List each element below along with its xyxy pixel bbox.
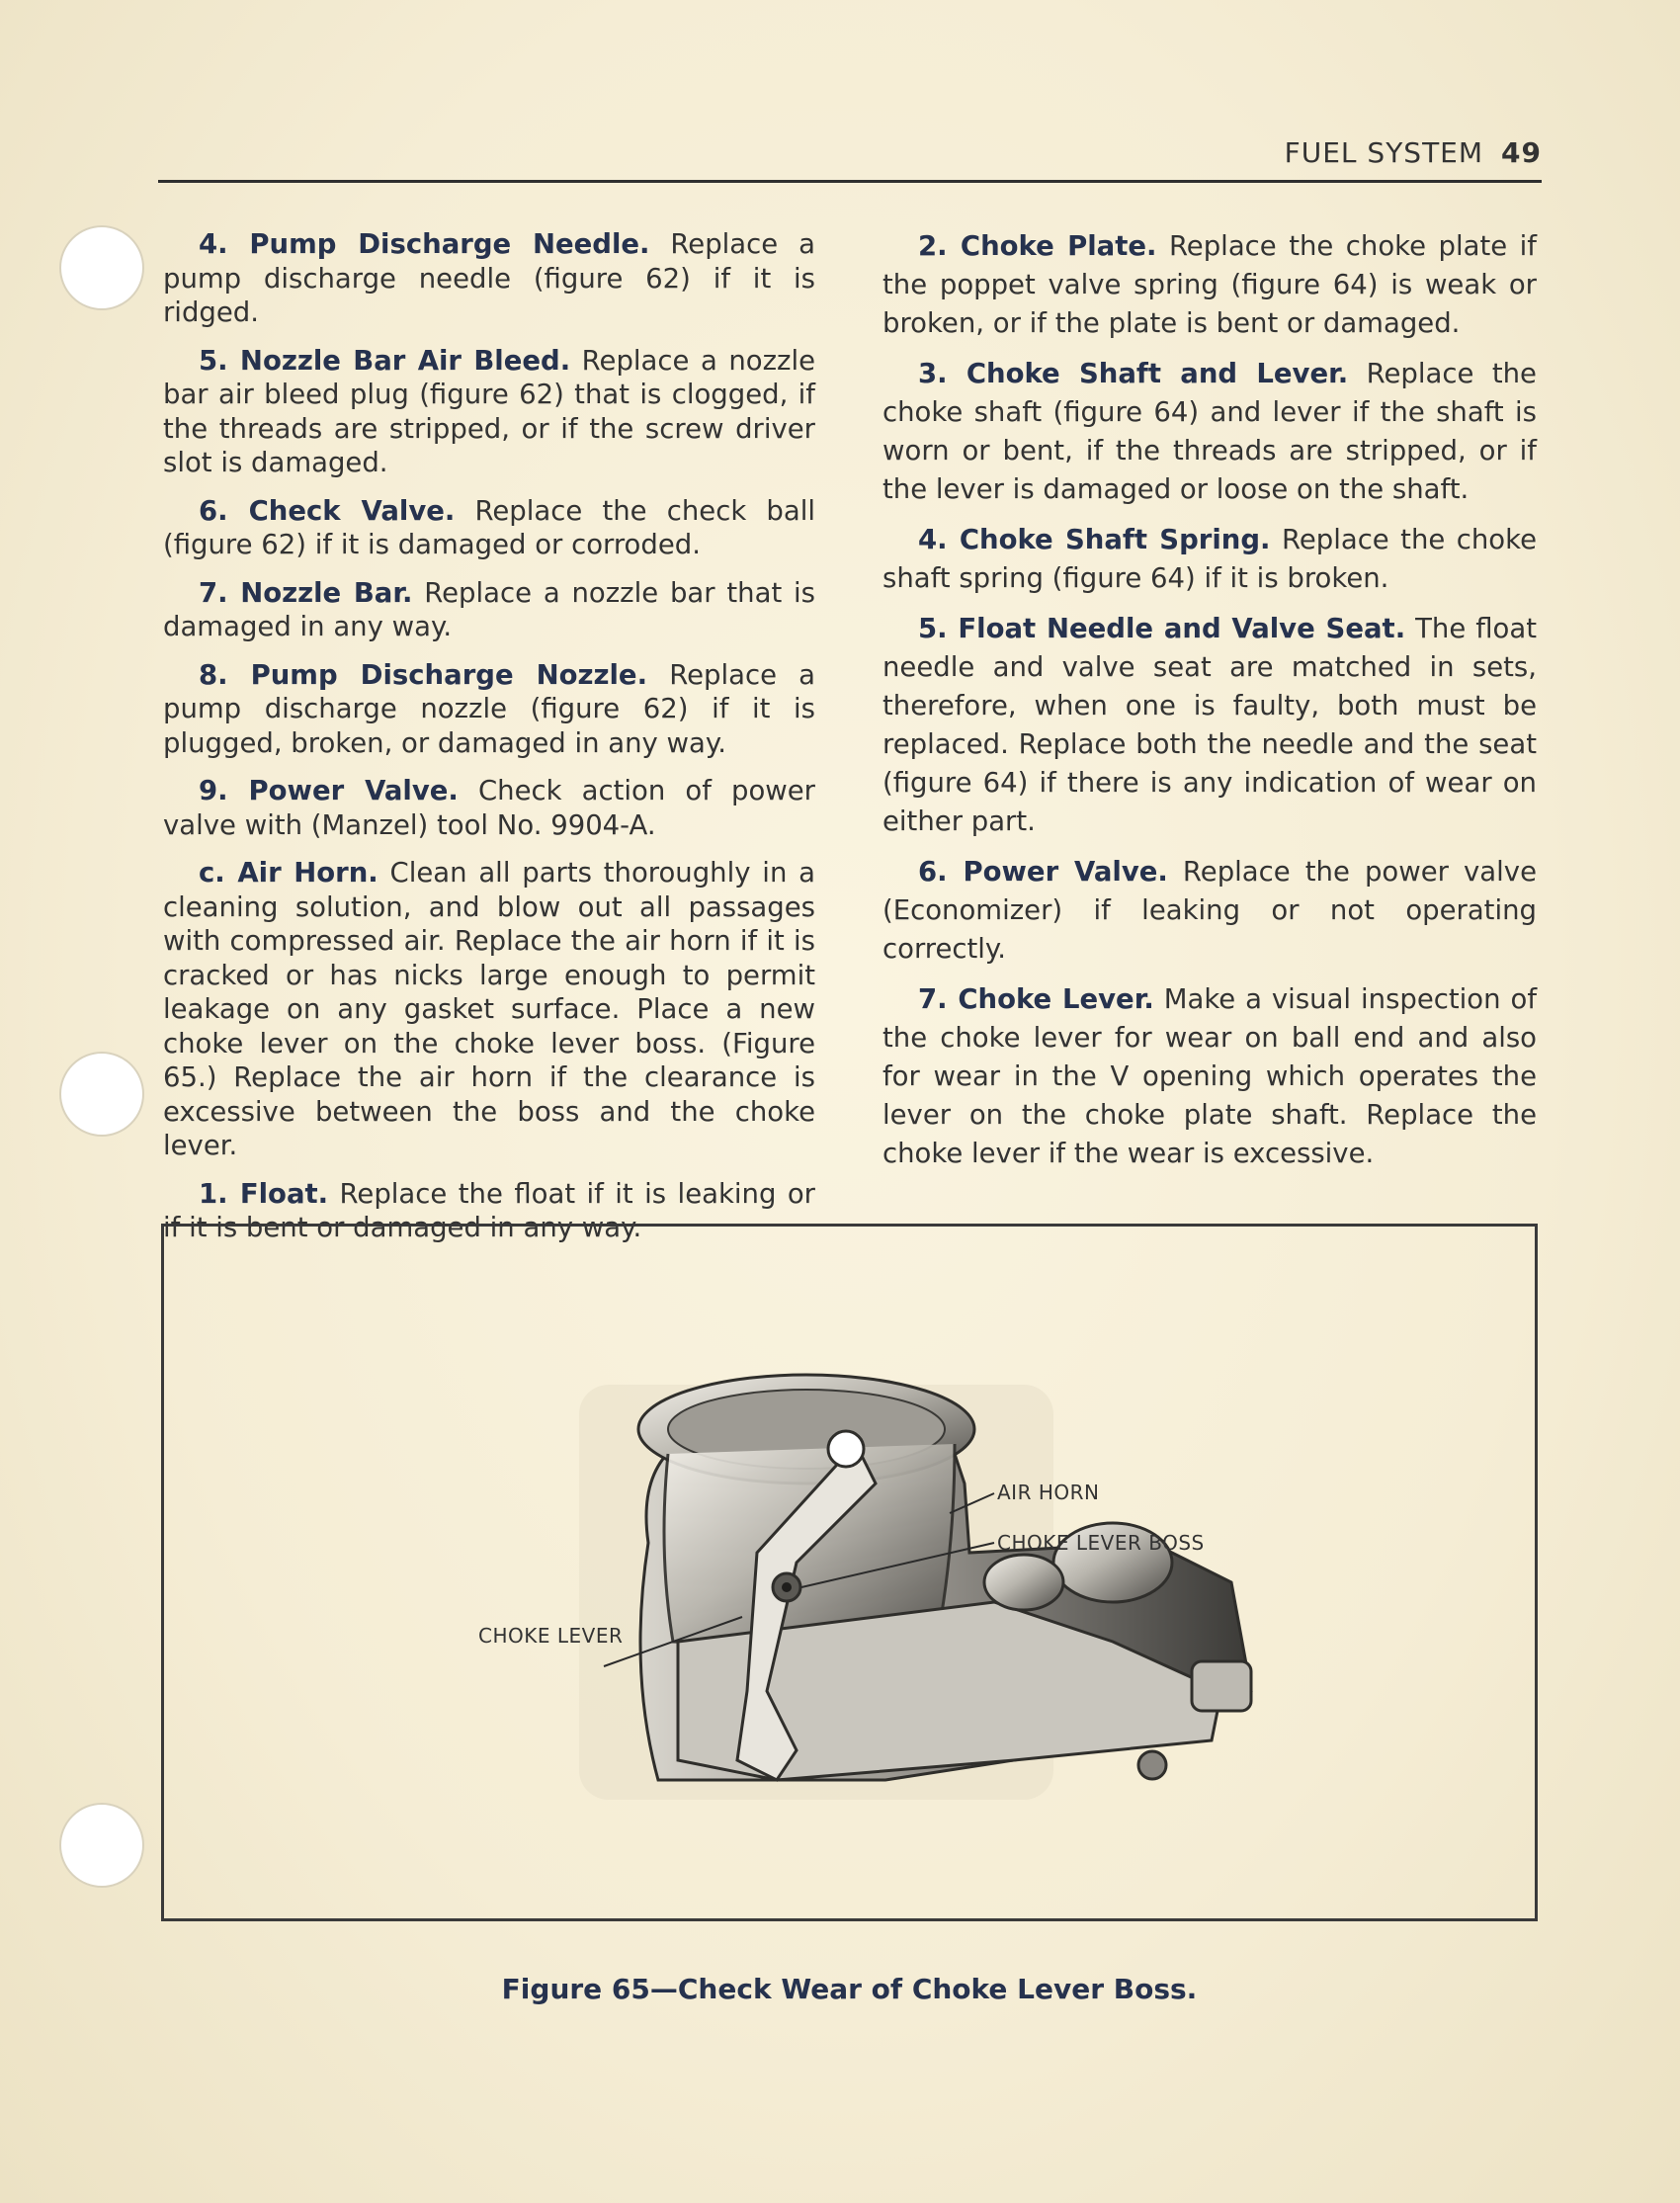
callout-choke-lever-boss: CHOKE LEVER BOSS [997,1531,1205,1555]
paragraph [163,774,815,842]
paragraph-text: Replace a nozzle bar that is damaged in any way. [163,576,815,642]
paragraph [163,856,815,1163]
paragraph-text: Replace a nozzle bar air bleed plug (figure 62) that is clogged, if the threads are stripped, or if the screw driver slot is damaged. [163,344,815,478]
paragraph [882,853,1537,969]
paragraph-heading: 7. Nozzle Bar. [199,576,413,609]
paragraph-text: Replace the power valve (Economizer) if leaking or not operating correctly. [882,856,1537,965]
paragraph-heading: 3. Choke Shaft and Lever. [918,358,1349,389]
paragraph-text: Check action of power valve with (Manzel) tool No. 9904-A. [163,775,815,841]
binder-hole-bottom [59,1803,144,1888]
paragraph [163,227,815,330]
paragraph-heading: 4. Pump Discharge Needle. [199,228,650,260]
paragraph-heading: 2. Choke Plate. [918,230,1157,262]
figure-caption: Figure 65—Check Wear of Choke Lever Boss. [501,1973,1198,2005]
paragraph-text: The float needle and valve seat are matched in sets, therefore, when one is faulty, both must be replaced. Replace both the needle and the seat (figure 64) if there is any indication of wear on either part. [882,613,1537,837]
paragraph-text: Make a visual inspection of the choke lever for wear on ball end and also for wear in the V opening which operates the lever on the choke plate shaft. Replace the choke lever if the wear is excessive. [882,983,1537,1169]
paragraph [882,521,1537,598]
paragraph-text: Replace a pump discharge nozzle (figure 62) if it is plugged, broken, or damaged in any way. [163,658,816,759]
figure-65-box [161,1224,1538,1921]
right-column [882,227,1537,1185]
callout-air-horn: AIR HORN [997,1481,1100,1504]
carburetor-illustration [164,1227,1535,1918]
paragraph [882,610,1537,841]
paragraph-text: Replace the float if it is leaking or if it is bent or damaged in any way. [163,1177,815,1243]
binder-hole-top [59,225,144,310]
paragraph [882,227,1537,343]
paragraph [882,980,1537,1173]
paragraph-heading: 6. Check Valve. [199,494,456,527]
paragraph [163,658,815,761]
paragraph-text: Clean all parts thoroughly in a cleaning solution, and blow out all passages with compressed air. Replace the air horn if it is cracked or has nicks large enough to permit leakage on any gasket surface. Place a new choke lever on the choke lever boss. (Figure 65.) Replace the air horn if the clearance is excessive between the boss and the choke lever. [163,857,815,1161]
paragraph [882,355,1537,509]
paragraph-heading: 8. Pump Discharge Nozzle. [199,658,648,691]
paragraph-text: Replace the check ball (figure 62) if it is damaged or corroded. [163,494,815,560]
paragraph-heading: c. Air Horn. [199,857,378,889]
paragraph [163,344,815,480]
section-title: FUEL SYSTEM [1284,136,1484,169]
paragraph-heading: 6. Power Valve. [918,856,1168,888]
paragraph-text: Replace the choke shaft (figure 64) and lever if the shaft is worn or bent, if the threads are stripped, or if the lever is damaged or loose on the shaft. [882,358,1537,505]
left-column [163,227,815,1259]
header-text [1285,136,1542,169]
callout-choke-lever: CHOKE LEVER [478,1624,624,1648]
paragraph-text: Replace the choke plate if the poppet valve spring (figure 64) is weak or broken, or if the plate is bent or damaged. [882,230,1537,339]
paragraph-heading: 9. Power Valve. [199,775,459,806]
page-header [158,134,1542,183]
paragraph-heading: 5. Float Needle and Valve Seat. [918,613,1406,644]
binder-hole-middle [59,1052,144,1137]
paragraph-heading: 7. Choke Lever. [918,983,1154,1015]
paragraph-heading: 5. Nozzle Bar Air Bleed. [199,344,571,377]
paragraph [163,576,815,644]
paragraph-heading: 1. Float. [199,1177,329,1210]
paragraph-heading: 4. Choke Shaft Spring. [918,524,1271,555]
paragraph-text: Replace a pump discharge needle (figure 62) if it is ridged. [163,228,815,328]
page-number: 49 [1501,136,1542,169]
paragraph [163,494,815,562]
paragraph-text: Replace the choke shaft spring (figure 64) if it is broken. [882,524,1537,594]
